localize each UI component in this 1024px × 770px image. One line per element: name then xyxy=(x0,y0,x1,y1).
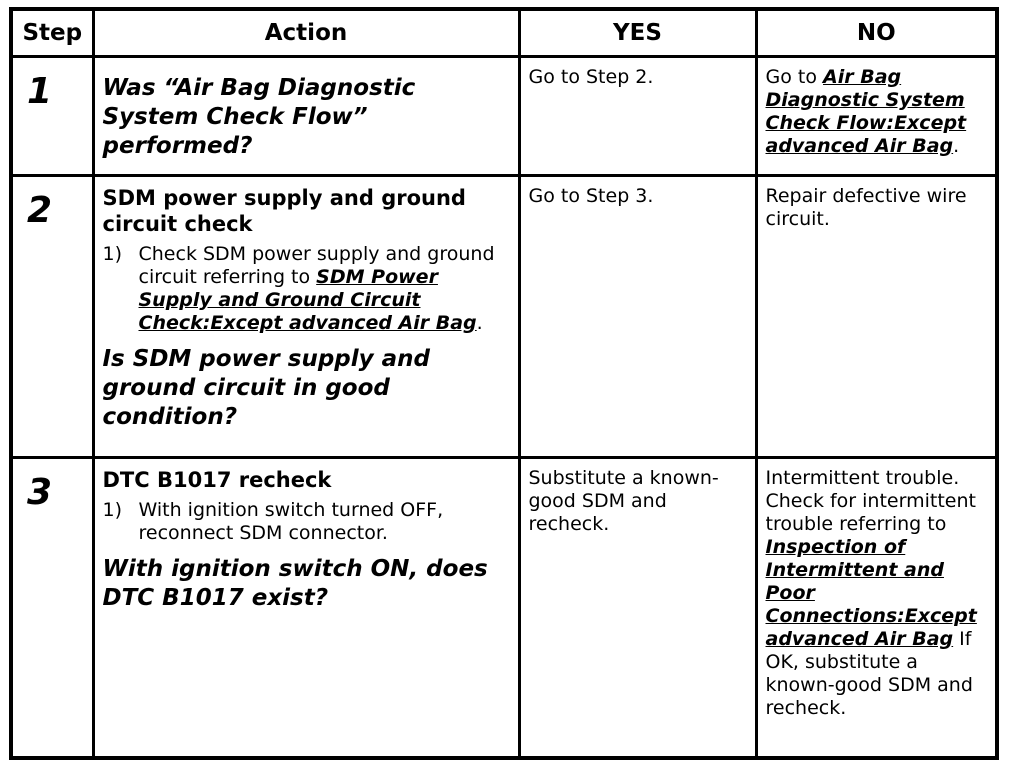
action-title: SDM power supply and ground circuit check xyxy=(102,186,466,236)
instruction-body: Check SDM power supply and ground circuit referring to xyxy=(138,243,495,288)
header-row xyxy=(11,9,997,57)
step-number: 1 xyxy=(27,71,53,112)
instruction-item xyxy=(103,499,510,545)
instruction-text xyxy=(139,243,510,335)
yes-cell xyxy=(519,57,756,176)
yes-text: Go to Step 2. xyxy=(528,66,654,88)
header-step: Step xyxy=(11,9,93,57)
instruction-suffix: . xyxy=(476,312,483,334)
step-number: 2 xyxy=(27,190,53,231)
instruction-number: 1) xyxy=(102,243,123,265)
diagnostic-table xyxy=(9,7,999,760)
intermittent-inspection-link[interactable]: Inspection of Intermittent and Poor Connections:Except advanced Air Bag xyxy=(765,536,977,650)
table-row xyxy=(11,57,997,176)
header-action: Action xyxy=(93,9,519,57)
header-no: NO xyxy=(756,9,997,57)
no-cell xyxy=(756,176,997,458)
action-question: Was “Air Bag Diagnostic System Check Flow” performed? xyxy=(102,75,416,159)
yes-text: Go to Step 3. xyxy=(528,185,654,207)
step-cell xyxy=(11,57,93,176)
step-number: 3 xyxy=(27,472,53,513)
action-cell xyxy=(93,458,519,759)
no-cell xyxy=(756,57,997,176)
table-row xyxy=(11,458,997,759)
step-cell xyxy=(11,176,93,458)
instruction-text: With ignition switch turned OFF, reconnect SDM connector. xyxy=(138,499,444,544)
action-question: With ignition switch ON, does DTC B1017 exist? xyxy=(102,556,488,611)
action-title: DTC B1017 recheck xyxy=(102,468,332,492)
no-cell xyxy=(756,458,997,759)
no-text: Repair defective wire circuit. xyxy=(765,185,967,230)
action-cell xyxy=(93,176,519,458)
sdm-power-supply-check-link[interactable]: SDM Power Supply and Ground Circuit Check:Except advanced Air Bag xyxy=(138,266,477,334)
no-suffix: . xyxy=(953,135,960,157)
yes-cell xyxy=(519,176,756,458)
no-prefix: Go to xyxy=(765,66,824,88)
yes-text: Substitute a known-good SDM and recheck. xyxy=(528,467,719,535)
no-prefix: Intermittent trouble. Check for intermittent trouble referring to xyxy=(765,467,976,535)
instruction-item xyxy=(103,243,510,335)
instruction-number: 1) xyxy=(102,499,123,521)
yes-cell xyxy=(519,458,756,759)
table-row xyxy=(11,176,997,458)
no-suffix: If OK, substitute a known-good SDM and recheck. xyxy=(765,628,973,719)
action-question: Is SDM power supply and ground circuit in good condition? xyxy=(102,346,431,430)
header-yes: YES xyxy=(519,9,756,57)
air-bag-check-flow-link[interactable]: Air Bag Diagnostic System Check Flow:Except advanced Air Bag xyxy=(765,66,967,157)
action-cell xyxy=(93,57,519,176)
step-cell xyxy=(11,458,93,759)
